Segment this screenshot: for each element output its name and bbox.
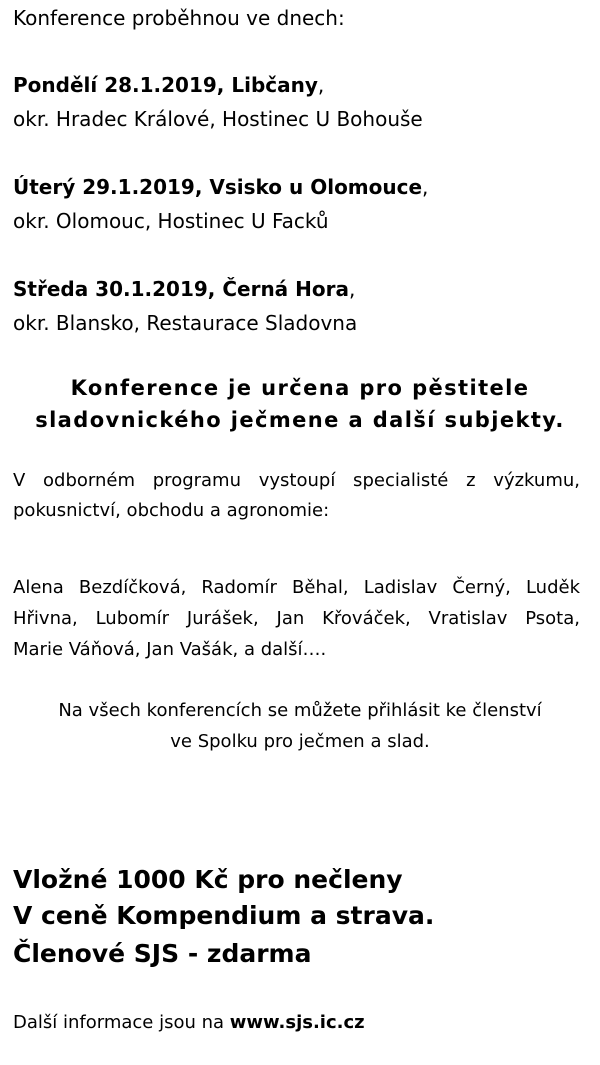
speakers-line-1: Alena Bezdíčková, Radomír Běhal, Ladislav Černý, Luděk <box>13 577 580 598</box>
event-3-detail: okr. Blansko, Restaurace Sladovna <box>13 311 358 335</box>
event-3-date-place: Středa 30.1.2019, Černá Hora <box>13 277 349 301</box>
event-3-heading <box>13 274 355 304</box>
membership-line-1: Na všech konferencích se můžete přihlásit ke členství <box>58 700 542 721</box>
speakers-line-2: Hřivna, Lubomír Jurášek, Jan Křováček, Vratislav Psota, <box>13 608 580 629</box>
program-line-2: pokusnictví, obchodu a agronomie: <box>13 500 330 521</box>
fee-line-2: V ceně Kompendium a strava. <box>13 901 435 930</box>
fee-line-1: Vložné 1000 Kč pro nečleny <box>13 865 403 894</box>
membership-line-2: ve Spolku pro ječmen a slad. <box>170 731 430 752</box>
event-1-date-place: Pondělí 28.1.2019, Libčany <box>13 73 318 97</box>
event-1-comma: , <box>317 73 325 97</box>
target-audience-line-1: Konference je určena pro pěstitele <box>70 376 530 400</box>
event-2-comma: , <box>422 175 429 199</box>
more-info <box>13 1008 365 1038</box>
event-2-date-place: Úterý 29.1.2019, Vsisko u Olomouce <box>13 175 423 199</box>
event-1-detail: okr. Hradec Králové, Hostinec U Bohouše <box>13 107 423 131</box>
event-2-heading <box>13 172 428 202</box>
website-link[interactable]: www.sjs.ic.cz <box>229 1012 365 1033</box>
speakers-line-3: Marie Váňová, Jan Vašák, a další…. <box>13 639 327 660</box>
more-info-text: Další informace jsou na <box>13 1012 230 1033</box>
event-1-heading <box>13 70 324 100</box>
target-audience-line-2: sladovnického ječmene a další subjekty. <box>35 408 565 432</box>
fee-line-3: Členové SJS - zdarma <box>13 939 312 968</box>
event-3-comma: , <box>348 277 356 301</box>
intro-text: Konference proběhnou ve dnech: <box>13 6 345 30</box>
program-line-1: V odborném programu vystoupí specialisté z výzkumu, <box>13 470 580 491</box>
event-2-detail: okr. Olomouc, Hostinec U Facků <box>13 209 329 233</box>
